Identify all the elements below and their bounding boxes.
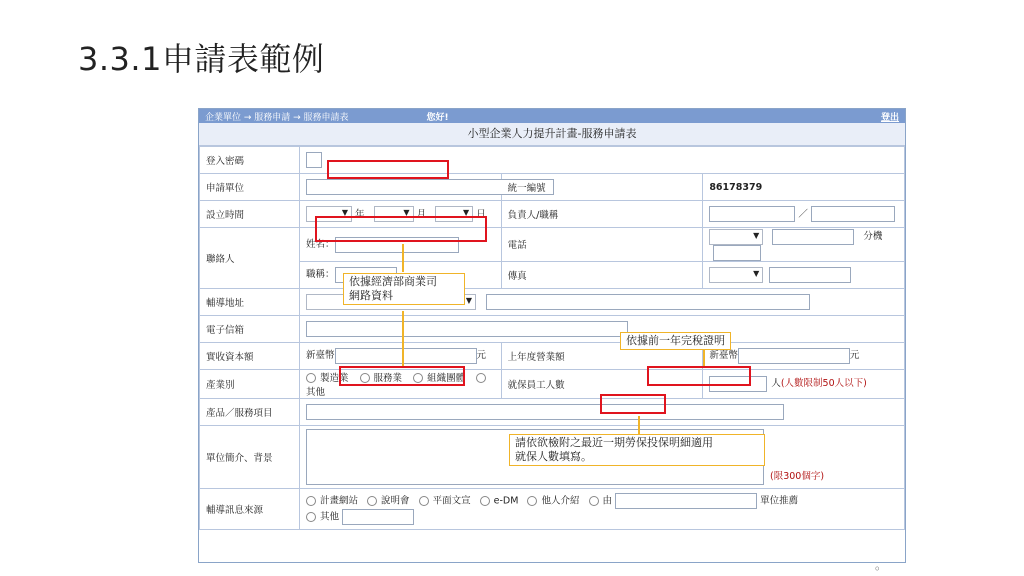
logout-link[interactable]: 登出 bbox=[880, 112, 899, 123]
opt-other: 其他 bbox=[306, 386, 326, 398]
form-title: 小型企業人力提升計畫-服務申請表 bbox=[199, 123, 905, 146]
highlight-capital bbox=[339, 366, 465, 386]
highlight-insured bbox=[600, 394, 666, 414]
label-phone: 電話 bbox=[501, 228, 703, 262]
label-capital: 實收資本額 bbox=[200, 342, 300, 369]
label-name: 姓名： bbox=[306, 239, 335, 250]
radio-src-edm[interactable] bbox=[480, 496, 490, 506]
slide-bullet: 。 bbox=[874, 558, 887, 572]
owner-title-input[interactable] bbox=[811, 206, 895, 222]
radio-src-referral[interactable] bbox=[527, 496, 537, 506]
label-products: 產品／服務項目 bbox=[200, 398, 300, 425]
products-input[interactable] bbox=[306, 404, 784, 420]
persons-unit: 人 bbox=[771, 378, 781, 390]
src-referral: 他人介紹 bbox=[541, 495, 580, 506]
src-unit-recommend: 單位推薦 bbox=[760, 495, 799, 506]
arrow-capital bbox=[402, 311, 404, 366]
label-ext: 分機 bbox=[863, 231, 883, 242]
radio-other[interactable] bbox=[476, 373, 486, 383]
password-input[interactable] bbox=[306, 152, 322, 168]
src-website: 計畫網站 bbox=[320, 495, 359, 506]
src-other-input[interactable] bbox=[342, 509, 414, 525]
label-fax: 傳真 bbox=[501, 261, 703, 288]
fax-input[interactable] bbox=[769, 267, 851, 283]
radio-src-other[interactable] bbox=[306, 512, 316, 522]
arrow-revenue bbox=[703, 349, 705, 366]
application-form bbox=[199, 146, 905, 530]
day-unit: 日 bbox=[476, 208, 486, 220]
arrow-insured bbox=[638, 416, 640, 434]
label-tax-id: 統一編號 bbox=[501, 174, 703, 201]
year-unit: 年 bbox=[355, 208, 365, 220]
highlight-founded bbox=[315, 216, 487, 242]
label-title: 職稱： bbox=[306, 269, 335, 281]
capital-yuan: 元 bbox=[476, 350, 487, 362]
src-briefing: 說明會 bbox=[381, 495, 410, 506]
phone-input[interactable] bbox=[772, 229, 854, 245]
phone-area-select[interactable] bbox=[709, 229, 763, 245]
radio-src-print[interactable] bbox=[419, 496, 429, 506]
radio-src-unit[interactable] bbox=[589, 496, 599, 506]
label-unit: 申請單位 bbox=[200, 174, 300, 201]
ext-input[interactable] bbox=[713, 245, 761, 261]
opt-manufacturing: 製造業 bbox=[320, 372, 349, 384]
fax-area-select[interactable] bbox=[709, 267, 763, 283]
tax-id-value: 86178379 bbox=[703, 174, 905, 201]
label-insured: 就保員工人數 bbox=[501, 369, 703, 398]
label-founded: 設立時間 bbox=[200, 201, 300, 228]
limit-50-note: (人數限制50人以下) bbox=[780, 378, 867, 390]
revenue-input[interactable] bbox=[738, 348, 850, 364]
label-password: 登入密碼 bbox=[200, 147, 300, 174]
email-input[interactable] bbox=[306, 321, 628, 337]
breadcrumb[interactable]: 企業單位 → 服務申請 → 服務申請表 bbox=[205, 112, 349, 123]
label-intro: 單位簡介、背景 bbox=[200, 425, 300, 488]
capital-input[interactable] bbox=[335, 348, 477, 364]
src-print: 平面文宣 bbox=[432, 495, 471, 506]
limit-300-note: (限300個字) bbox=[770, 470, 825, 482]
note-insured-count: 請依欲檢附之最近一期勞保投保明細適用 就保人數填寫。 bbox=[509, 434, 765, 466]
revenue-ntd: 新臺幣 bbox=[709, 350, 738, 362]
src-other: 其他 bbox=[320, 511, 340, 522]
note-tax-certificate: 依據前一年完稅證明 bbox=[620, 332, 731, 350]
month-unit: 月 bbox=[416, 208, 427, 220]
address-input[interactable] bbox=[486, 294, 810, 310]
label-email: 電子信箱 bbox=[200, 315, 300, 342]
highlight-password bbox=[327, 160, 449, 179]
radio-src-briefing[interactable] bbox=[367, 496, 377, 506]
label-revenue: 上年度營業額 bbox=[501, 342, 703, 369]
top-bar bbox=[199, 109, 905, 123]
label-industry: 產業別 bbox=[200, 369, 300, 398]
src-edm: e-DM bbox=[493, 495, 519, 506]
label-owner: 負責人/職稱 bbox=[501, 201, 703, 228]
greeting: 您好! bbox=[426, 112, 449, 123]
radio-manufacturing[interactable] bbox=[306, 373, 316, 383]
owner-input[interactable] bbox=[709, 206, 795, 222]
label-address: 輔導地址 bbox=[200, 288, 300, 315]
slash-sep: ／ bbox=[798, 208, 808, 220]
form-screenshot bbox=[198, 108, 906, 563]
note-business-registry: 依據經濟部商業司 網路資料 bbox=[343, 273, 465, 305]
radio-src-website[interactable] bbox=[306, 496, 316, 506]
label-contact: 聯絡人 bbox=[200, 228, 300, 289]
label-source: 輔導訊息來源 bbox=[200, 488, 300, 529]
src-unit: 由 bbox=[602, 495, 613, 506]
highlight-revenue bbox=[647, 366, 751, 386]
opt-organization: 組織團體 bbox=[427, 372, 466, 384]
slide-title: 3.3.1申請表範例 bbox=[78, 40, 325, 78]
arrow-founded bbox=[402, 244, 404, 272]
recommend-unit-input[interactable] bbox=[615, 493, 757, 509]
capital-ntd: 新臺幣 bbox=[306, 350, 335, 362]
revenue-yuan: 元 bbox=[849, 350, 860, 362]
opt-service: 服務業 bbox=[373, 372, 403, 384]
